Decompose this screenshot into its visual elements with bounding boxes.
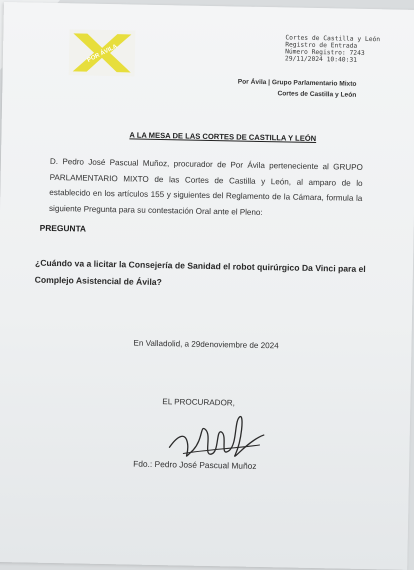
stamp-line: Registro de Entrada xyxy=(285,41,358,50)
procurador-label: EL PROCURADOR, xyxy=(162,397,235,408)
body-paragraph: D. Pedro José Pascual Muñoz, procurador de Por Ávila perteneciente al GRUPO PARLAMENTARIO MIXTO de las Cortes de Castilla y León, al amparo de lo establecido en los artículos 155 y siguientes del Reglamento de la Cámara, formula la siguiente Pregunta para su contestación Oral ante el Pleno: xyxy=(48,156,363,217)
question-label: PREGUNTA xyxy=(39,222,87,234)
question-text: ¿Cuándo va a licitar la Consejería de Sanidad el robot quirúrgico Da Vinci para el Complejo Asistencial de Ávila? xyxy=(34,257,366,288)
signed-by: Fdo.: Pedro José Pascual Muñoz xyxy=(133,458,257,471)
document-page xyxy=(0,2,414,570)
stamp-line: Cortes de Castilla y León xyxy=(285,34,381,44)
registry-stamp xyxy=(285,34,380,64)
place-and-date: En Valladolid, a 29denoviembre de 2024 xyxy=(133,338,279,351)
institution-name: Cortes de Castilla y León xyxy=(277,90,357,99)
logo-text: POR ÁVILA xyxy=(86,43,119,64)
party-header xyxy=(237,77,356,101)
por-avila-logo xyxy=(69,29,136,76)
party-name: Por Ávila | Grupo Parlamentario Mixto xyxy=(237,78,357,88)
stamp-line: 29/11/2024 10:40:31 xyxy=(284,55,358,64)
stamp-line: Número Registro: 7243 xyxy=(285,48,365,57)
document-heading: A LA MESA DE LAS CORTES DE CASTILLA Y LEÓN xyxy=(129,130,317,144)
